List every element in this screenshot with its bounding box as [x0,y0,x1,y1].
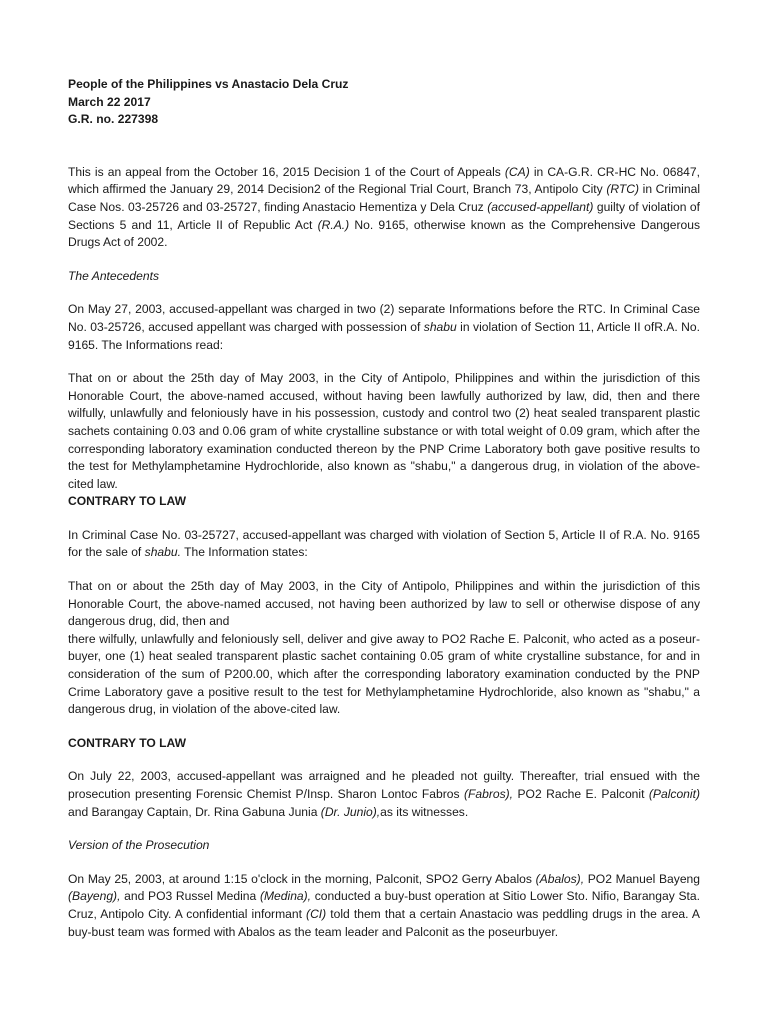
prosecution-paragraph: On May 25, 2003, at around 1:15 o'clock in the morning, Palconit, SPO2 Gerry Abalos (Abalos), PO2 Manuel Bayeng (Bayeng), and PO3 Russel Medina (Medina), conducted a buy-bust operation at Sitio Lower Sto. Nifio, Barangay Sta. Cruz, Antipolo City. A confidential informant (CI) told them that a certain Anastacio was peddling drugs in the area. A buy-bust team was formed with Abalos as the team leader and Palconit as the poseurbuyer. [68,871,700,939]
information-paragraph-2a: That on or about the 25th day of May 2003, in the City of Antipolo, Philippines and within the jurisdiction of this Honorable Court, the above-named accused, not having been authorized by law to sell or otherwise dispose of any dangerous drug, did, then and [68,579,700,629]
second-charge-paragraph: In Criminal Case No. 03-25727, accused-appellant was charged with violation of Section 5, Article II of R.A. No. 9165 for the sale of shabu. The Information states: [68,527,700,560]
document-page [68,76,700,941]
information-paragraph-1: That on or about the 25th day of May 2003, in the City of Antipolo, Philippines and within the jurisdiction of this Honorable Court, the above-named accused, without having been lawfully authorized by law, did, then and there wilfully, unlawfully and feloniously have in his possession, custody and control two (2) heat sealed transparent plastic sachets containing 0.03 and 0.06 gram of white crystalline substance or with total weight of 0.09 gram, which after the corresponding laboratory examination conducted thereon by the PNP Crime Laboratory both gave positive results to the test for Methylamphetamine Hydrochloride, also known as "shabu," a dangerous drug, in violation of the above-cited law. [68,371,700,491]
case-header [68,76,700,129]
decision-date: March 22 2017 [68,94,151,109]
intro-paragraph: This is an appeal from the October 16, 2015 Decision 1 of the Court of Appeals (CA) in CA-G.R. CR-HC No. 06847, which affirmed the January 29, 2014 Decision2 of the Regional Trial Court, Branch 73, Antipolo City (RTC) in Criminal Case Nos. 03-25726 and 03-25727, finding Anastacio Hementiza y Dela Cruz (accused-appellant) guilty of violation of Sections 5 and 11, Article II of Republic Act (R.A.) No. 9165, otherwise known as the Comprehensive Dangerous Drugs Act of 2002. [68,164,701,250]
section-heading-antecedents: The Antecedents [68,268,159,283]
information-paragraph-2b: there wilfully, unlawfully and feloniously sell, deliver and give away to PO2 Rache E. Palconit, who acted as a poseur-buyer, one (1) heat sealed transparent plastic sachet containing 0.05 gram of white crystalline substance, for and in consideration of the sum of P200.00, which after the corresponding laboratory examination conducted by the PNP Crime Laboratory gave a positive result to the test for Methylamphetamine Hydrochloride, also known as "shabu," a dangerous drug, in violation of the above-cited law. [68,631,700,717]
charge-paragraph: On May 27, 2003, accused-appellant was charged in two (2) separate Informations before the RTC. In Criminal Case No. 03-25726, accused appellant was charged with possession of shabu in violation of Section 11, Article II ofR.A. No. 9165. The Informations read: [68,302,700,352]
gr-number: G.R. no. 227398 [68,112,159,127]
contrary-to-law-2: CONTRARY TO LAW [68,735,187,750]
arraignment-paragraph: On July 22, 2003, accused-appellant was arraigned and he pleaded not guilty. Thereafter, trial ensued with the prosecution presenting Forensic Chemist P/Insp. Sharon Lontoc Fabros (Fabros), PO2 Rache E. Palconit (Palconit) and Barangay Captain, Dr. Rina Gabuna Junia (Dr. Junio),as its witnesses. [68,769,700,819]
case-title: People of the Philippines vs Anastacio Dela Cruz [68,77,349,91]
contrary-to-law-1: CONTRARY TO LAW [68,494,187,509]
section-heading-prosecution: Version of the Prosecution [68,838,210,853]
